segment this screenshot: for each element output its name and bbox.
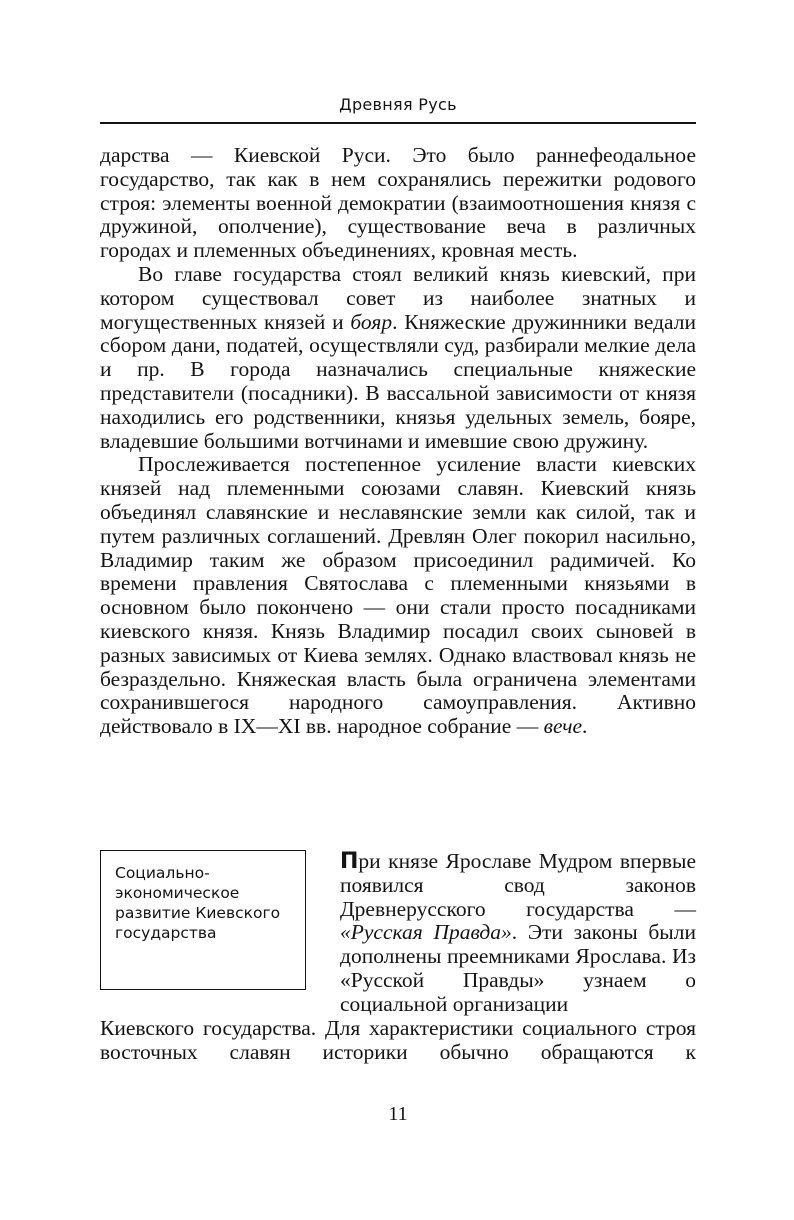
paragraph-3-text-end: . [582,714,588,739]
paragraph-3-text: Прослеживается постепенное усиление власти киевских князей над племенными союзами славян. Киевский князь объединял славянские и неславянские земли как силой, так и путем различных соглашений. Древлян Олег покорил насильно, Владимир таким же образом присоединил радимичей. Ко времени правления Святослава с племенными князьями в основном было покончено — они стали просто посадниками киевского князя. Князь Владимир посадил своих сыновей в разных зависимых от Киева землях. Однако властвовал князь не безраздельно. Княжеская власть была ограничена элементами сохранившегося народного самоуправления. Активно действовало в IX—XI вв. народное собрание — [100,452,696,739]
main-text [100,144,696,739]
section-lead: ри князе Ярославе Мудром впервые появился свод законов Древнерусского государства — [340,849,696,921]
section-paragraph [340,850,696,1017]
term-boyar: бояр [350,309,393,334]
section-start [340,850,696,1017]
page-number: 11 [388,1103,408,1125]
paragraph-2-text: Во главе государства стоял великий князь киевский, при котором существовал совет из наиболее знатных и могущественных князей и [100,261,696,334]
sidebar-heading: Социально-экономическое развитие Киевского государства [115,864,281,942]
paragraph-2-text-end: . Княжеские дружинники ведали сбором дани, податей, осуществляли суд, разбирали мелкие дела и пр. В города назначались специальные княжеские представители (посадники). В вассальной зависимости от князя находились его родственники, князья удельных земель, бояре, владевшие большими вотчинами и имевшие свою дружину. [100,309,696,453]
term-veche: вече [543,714,583,739]
term-russkaya-pravda: «Русская Правда» [340,920,512,945]
header-rule [100,122,696,124]
running-head: Древняя Русь [339,95,457,114]
paragraph-3 [100,453,696,739]
sidebar-heading-box [100,850,306,990]
section-tail: Киевского государства. Для характеристики социального строя восточных славян историки обычно обращаются к [100,1016,696,1064]
drop-cap: П [340,849,359,874]
paragraph-1: дарства — Киевской Руси. Это было раннефеодальное государство, так как в нем сохранялись пережитки родового строя: элементы военной демократии (взаимоотношения князя с дружиной, ополчение), существование веча в различных городах и племенных объединениях, кровная месть. [100,143,696,263]
paragraph-2 [100,263,696,453]
section-rest: . Эти законы были дополнены преемниками Ярослава. Из «Русской Правды» узнаем о социальной организации [340,920,696,1016]
section-continuation [100,1017,696,1065]
